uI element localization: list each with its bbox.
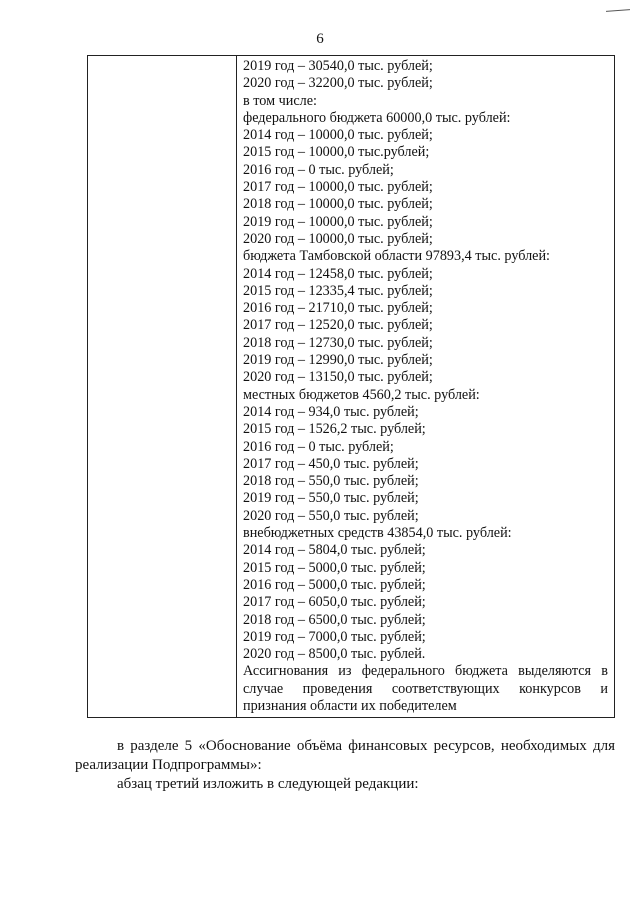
funding-line: 2019 год – 550,0 тыс. рублей; <box>243 490 419 507</box>
section-paragraph-line2: реализации Подпрограммы»: <box>75 756 262 773</box>
funding-lines <box>243 58 608 663</box>
funding-line: 2020 год – 8500,0 тыс. рублей. <box>243 646 426 663</box>
table-right-cell <box>237 56 614 717</box>
funding-line: 2016 год – 5000,0 тыс. рублей; <box>243 576 426 593</box>
funding-line: 2019 год – 30540,0 тыс. рублей; <box>243 58 433 74</box>
funding-line: 2015 год – 1526,2 тыс. рублей; <box>243 421 426 438</box>
funding-line: 2020 год – 32200,0 тыс. рублей; <box>243 75 433 92</box>
funding-line: 2019 год – 7000,0 тыс. рублей; <box>243 628 426 645</box>
funding-line: в том числе: <box>243 92 317 109</box>
funding-line: 2018 год – 12730,0 тыс. рублей; <box>243 334 433 351</box>
funding-line: 2016 год – 0 тыс. рублей; <box>243 161 394 178</box>
funding-line: 2019 год – 12990,0 тыс. рублей; <box>243 352 433 369</box>
funding-line: 2017 год – 6050,0 тыс. рублей; <box>243 594 426 611</box>
funding-line: 2017 год – 12520,0 тыс. рублей; <box>243 317 433 334</box>
page-number: 6 <box>316 31 324 47</box>
instruction-paragraph: абзац третий изложить в следующей редакции: <box>117 776 419 792</box>
funding-line: 2020 год – 10000,0 тыс. рублей; <box>243 230 433 247</box>
funding-line: 2014 год – 12458,0 тыс. рублей; <box>243 265 433 282</box>
funding-line: 2016 год – 0 тыс. рублей; <box>243 438 394 455</box>
funding-line: 2014 год – 934,0 тыс. рублей; <box>243 403 419 420</box>
section-paragraph-line1: в разделе 5 «Обоснование объёма финансовых ресурсов, необходимых для <box>117 738 615 754</box>
funding-line: 2018 год – 6500,0 тыс. рублей; <box>243 611 426 628</box>
funding-line: местных бюджетов 4560,2 тыс. рублей: <box>243 386 480 403</box>
funding-line: 2020 год – 13150,0 тыс. рублей; <box>243 369 433 386</box>
funding-line: 2018 год – 550,0 тыс. рублей; <box>243 473 419 490</box>
corner-pen-mark <box>606 9 630 12</box>
funding-line: 2020 год – 550,0 тыс. рублей; <box>243 507 419 524</box>
funding-line: 2014 год – 10000,0 тыс. рублей; <box>243 127 433 144</box>
funding-line: 2014 год – 5804,0 тыс. рублей; <box>243 542 426 559</box>
funding-line: 2017 год – 450,0 тыс. рублей; <box>243 455 419 472</box>
funding-line: 2018 год – 10000,0 тыс. рублей; <box>243 196 433 213</box>
funding-line: 2015 год – 10000,0 тыс.рублей; <box>243 144 430 161</box>
table-note: Ассигнования из федерального бюджета выделяются в случае проведения соответствующих конкурсов и признания области их победителем <box>243 663 608 714</box>
funding-table <box>87 55 615 718</box>
funding-line: 2017 год – 10000,0 тыс. рублей; <box>243 179 433 196</box>
section-paragraph <box>75 737 615 774</box>
funding-line: 2015 год – 12335,4 тыс. рублей; <box>243 282 433 299</box>
funding-line: 2019 год – 10000,0 тыс. рублей; <box>243 213 433 230</box>
table-left-cell <box>88 56 237 717</box>
funding-line: бюджета Тамбовской области 97893,4 тыс. рублей: <box>243 248 551 265</box>
funding-line: федерального бюджета 60000,0 тыс. рублей: <box>243 109 511 126</box>
funding-line: внебюджетных средств 43854,0 тыс. рублей: <box>243 525 512 542</box>
funding-line: 2016 год – 21710,0 тыс. рублей; <box>243 300 433 317</box>
funding-line: 2015 год – 5000,0 тыс. рублей; <box>243 559 426 576</box>
